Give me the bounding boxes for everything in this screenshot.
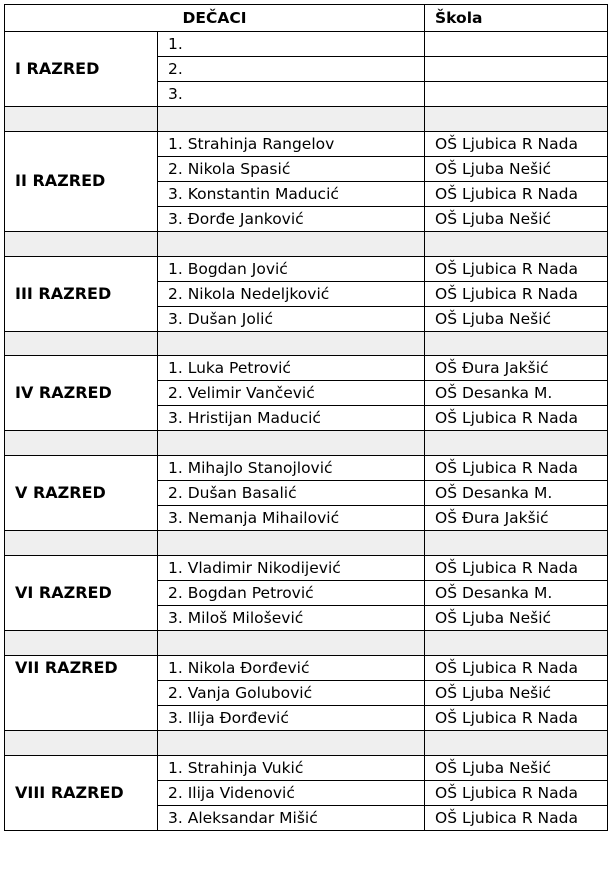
separator-cell	[158, 107, 425, 132]
school-name: OŠ Ljuba Nešić	[425, 156, 608, 181]
header-row	[5, 5, 608, 32]
student-name: 3.	[158, 82, 425, 107]
school-name: OŠ Ljubica R Nada	[425, 406, 608, 431]
table-row	[5, 256, 608, 281]
header-boys: DEČACI	[5, 5, 425, 32]
school-name: OŠ Ljuba Nešić	[425, 680, 608, 705]
school-name: OŠ Đura Jakšić	[425, 506, 608, 531]
separator-cell	[5, 331, 158, 356]
results-table	[4, 4, 608, 831]
school-name: OŠ Đura Jakšić	[425, 356, 608, 381]
table-row	[5, 32, 608, 57]
student-name: 1. Mihajlo Stanojlović	[158, 456, 425, 481]
separator-cell	[158, 630, 425, 655]
student-name: 3. Hristijan Maducić	[158, 406, 425, 431]
separator-cell	[158, 730, 425, 755]
student-name: 3. Aleksandar Mišić	[158, 805, 425, 830]
separator-cell	[158, 331, 425, 356]
student-name: 3. Miloš Milošević	[158, 605, 425, 630]
school-name: OŠ Ljuba Nešić	[425, 605, 608, 630]
student-name: 2.	[158, 57, 425, 82]
student-name: 2. Nikola Nedeljković	[158, 281, 425, 306]
student-name: 2. Dušan Basalić	[158, 481, 425, 506]
separator-row	[5, 730, 608, 755]
school-name: OŠ Ljubica R Nada	[425, 281, 608, 306]
grade-label: VIII RAZRED	[5, 755, 158, 830]
school-name	[425, 57, 608, 82]
table-row	[5, 655, 608, 680]
grade-label: I RAZRED	[5, 32, 158, 107]
grade-label: V RAZRED	[5, 456, 158, 531]
separator-cell	[425, 630, 608, 655]
separator-row	[5, 431, 608, 456]
student-name: 1. Vladimir Nikodijević	[158, 555, 425, 580]
separator-cell	[425, 431, 608, 456]
student-name: 3. Ilija Đorđević	[158, 705, 425, 730]
school-name: OŠ Ljubica R Nada	[425, 655, 608, 680]
table-row	[5, 755, 608, 780]
student-name: 3. Nemanja Mihailović	[158, 506, 425, 531]
grade-label: III RAZRED	[5, 256, 158, 331]
separator-cell	[5, 630, 158, 655]
student-name: 1. Strahinja Rangelov	[158, 131, 425, 156]
separator-cell	[5, 107, 158, 132]
school-name: OŠ Ljubica R Nada	[425, 705, 608, 730]
separator-cell	[158, 431, 425, 456]
separator-cell	[158, 531, 425, 556]
school-name: OŠ Desanka M.	[425, 481, 608, 506]
separator-cell	[425, 531, 608, 556]
student-name: 1. Luka Petrović	[158, 356, 425, 381]
school-name: OŠ Ljuba Nešić	[425, 755, 608, 780]
separator-cell	[425, 231, 608, 256]
grade-label: VII RAZRED	[5, 655, 158, 730]
student-name: 1. Strahinja Vukić	[158, 755, 425, 780]
separator-cell	[5, 231, 158, 256]
table-row	[5, 555, 608, 580]
school-name: OŠ Desanka M.	[425, 381, 608, 406]
separator-cell	[5, 431, 158, 456]
table-row	[5, 456, 608, 481]
school-name: OŠ Ljubica R Nada	[425, 131, 608, 156]
separator-cell	[158, 231, 425, 256]
school-name: OŠ Ljubica R Nada	[425, 805, 608, 830]
school-name: OŠ Ljubica R Nada	[425, 256, 608, 281]
school-name: OŠ Ljubica R Nada	[425, 181, 608, 206]
separator-row	[5, 630, 608, 655]
student-name: 3. Đorđe Janković	[158, 206, 425, 231]
separator-row	[5, 531, 608, 556]
grade-label: II RAZRED	[5, 131, 158, 231]
student-name: 2. Ilija Videnović	[158, 780, 425, 805]
school-name: OŠ Ljuba Nešić	[425, 206, 608, 231]
table-row	[5, 131, 608, 156]
header-school: Škola	[425, 5, 608, 32]
student-name: 1. Nikola Đorđević	[158, 655, 425, 680]
school-name: OŠ Ljubica R Nada	[425, 780, 608, 805]
student-name: 3. Konstantin Maducić	[158, 181, 425, 206]
separator-row	[5, 231, 608, 256]
student-name: 1.	[158, 32, 425, 57]
student-name: 1. Bogdan Jović	[158, 256, 425, 281]
separator-cell	[5, 730, 158, 755]
student-name: 2. Vanja Golubović	[158, 680, 425, 705]
student-name: 2. Velimir Vančević	[158, 381, 425, 406]
school-name: OŠ Ljubica R Nada	[425, 456, 608, 481]
separator-cell	[425, 331, 608, 356]
school-name: OŠ Ljuba Nešić	[425, 306, 608, 331]
separator-cell	[5, 531, 158, 556]
student-name: 2. Nikola Spasić	[158, 156, 425, 181]
separator-cell	[425, 107, 608, 132]
results-body	[5, 32, 608, 831]
student-name: 2. Bogdan Petrović	[158, 580, 425, 605]
table-row	[5, 356, 608, 381]
school-name: OŠ Desanka M.	[425, 580, 608, 605]
grade-label: IV RAZRED	[5, 356, 158, 431]
school-name: OŠ Ljubica R Nada	[425, 555, 608, 580]
separator-row	[5, 107, 608, 132]
grade-label: VI RAZRED	[5, 555, 158, 630]
separator-row	[5, 331, 608, 356]
school-name	[425, 32, 608, 57]
student-name: 3. Dušan Jolić	[158, 306, 425, 331]
separator-cell	[425, 730, 608, 755]
school-name	[425, 82, 608, 107]
